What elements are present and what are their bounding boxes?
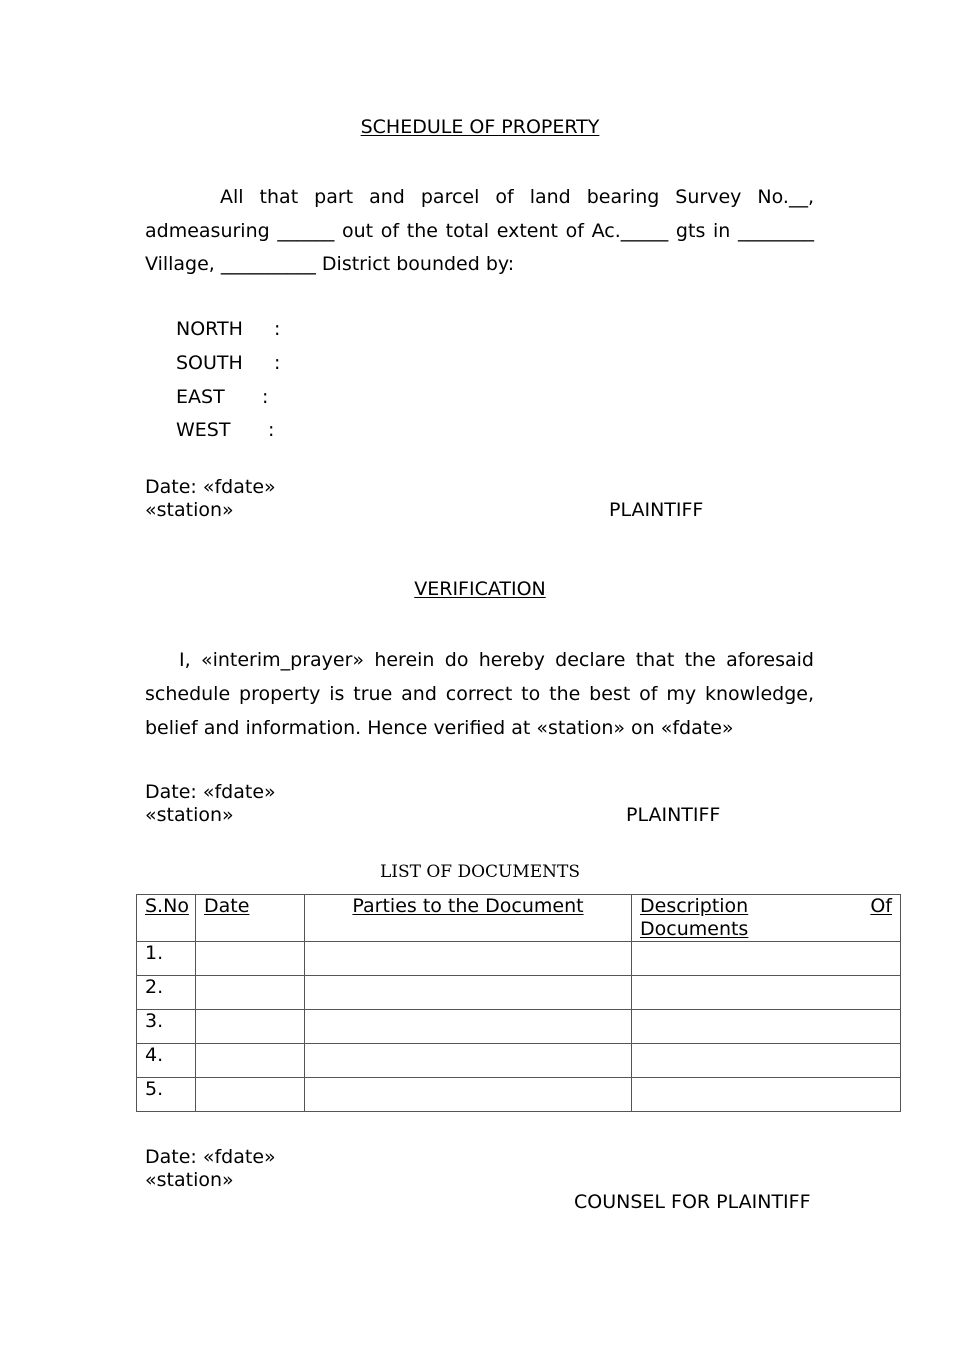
sign1-signatory: PLAINTIFF [609,499,704,521]
row-date-cell [196,1010,305,1044]
row-description-cell [632,1078,901,1112]
row-parties-cell [305,976,632,1010]
header-description-word: Description [640,895,749,917]
header-description [632,895,901,942]
header-sno-text: S.No [145,895,189,917]
boundary-west [176,419,275,441]
schedule-paragraph-text: All that part and parcel of land bearing Survey No.__, admeasuring ______ out of the total extent of Ac._____ gts in ________ Village, __________ District bounded by: [145,186,814,275]
documents-table [136,894,901,1112]
row-number: 5. [137,1078,196,1112]
boundary-label: EAST [176,386,225,408]
sign2-station: «station» [145,804,234,826]
row-date-cell [196,942,305,976]
table-row [137,942,901,976]
boundary-colon: : [262,386,269,408]
table-row [137,1078,901,1112]
row-description-cell [632,942,901,976]
boundary-colon: : [274,318,281,340]
schedule-paragraph [145,181,814,282]
verification-paragraph [145,643,814,745]
sign3-date: Date: «fdate» [145,1146,276,1168]
row-description-cell [632,1044,901,1078]
sign2-date: Date: «fdate» [145,781,276,803]
row-parties-cell [305,1010,632,1044]
verification-title: VERIFICATION [414,578,546,600]
header-of-word: Of [870,895,892,917]
header-date [196,895,305,942]
row-number: 3. [137,1010,196,1044]
sign1-date: Date: «fdate» [145,476,276,498]
schedule-title: SCHEDULE OF PROPERTY [360,116,600,138]
row-number: 1. [137,942,196,976]
header-description-line1 [640,895,892,918]
row-parties-cell [305,1044,632,1078]
boundary-south [176,352,281,374]
row-date-cell [196,1078,305,1112]
row-parties-cell [305,1078,632,1112]
table-row [137,976,901,1010]
sign3-signatory: COUNSEL FOR PLAINTIFF [574,1191,811,1213]
boundary-colon: : [274,352,281,374]
header-parties-text: Parties to the Document [352,895,584,917]
boundary-label: WEST [176,419,231,441]
documents-title: LIST OF DOCUMENTS [379,862,581,882]
boundary-east [176,386,269,408]
row-parties-cell [305,942,632,976]
boundary-colon: : [268,419,275,441]
header-parties [305,895,632,942]
header-sno [137,895,196,942]
sign3-station: «station» [145,1169,234,1191]
header-documents-word: Documents [640,918,749,940]
row-number: 2. [137,976,196,1010]
sign2-signatory: PLAINTIFF [626,804,721,826]
row-date-cell [196,976,305,1010]
row-description-cell [632,976,901,1010]
boundary-label: SOUTH [176,352,243,374]
boundary-label: NORTH [176,318,243,340]
boundary-north [176,318,281,340]
table-row [137,1010,901,1044]
verification-paragraph-text: I, «interim_prayer» herein do hereby declare that the aforesaid schedule property is true and correct to the best of my knowledge, belief and information. Hence verified at «station» on «fdate» [145,649,814,739]
header-date-text: Date [204,895,250,917]
row-date-cell [196,1044,305,1078]
table-header-row [137,895,901,942]
row-description-cell [632,1010,901,1044]
table-row [137,1044,901,1078]
row-number: 4. [137,1044,196,1078]
sign1-station: «station» [145,499,234,521]
